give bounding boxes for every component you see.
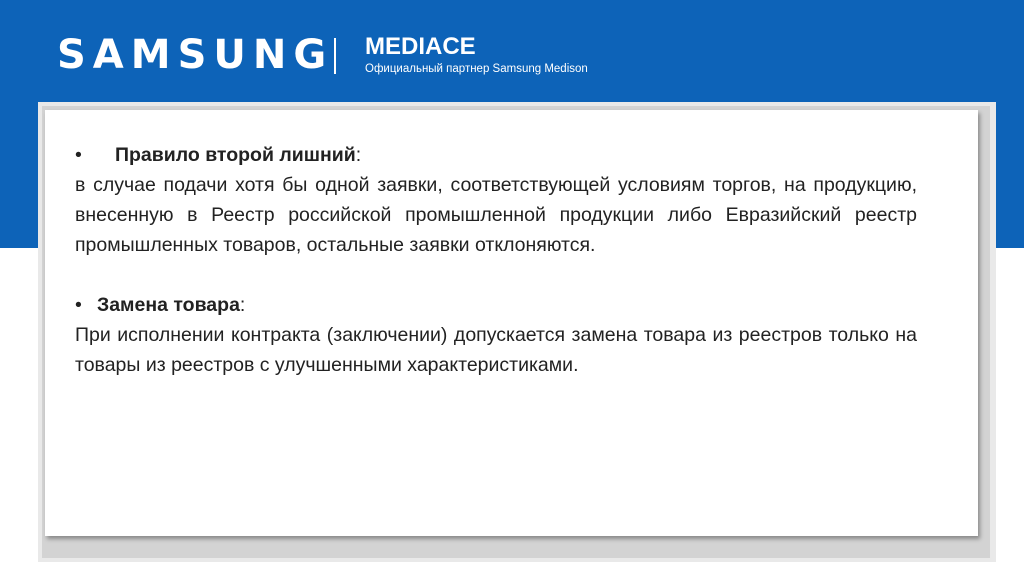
heading-colon: : xyxy=(239,294,246,316)
heading-label: Замена товара xyxy=(97,294,240,316)
heading-label: Правило второй лишний xyxy=(115,144,356,166)
header-divider xyxy=(334,38,336,74)
section-body-replacement: При исполнении контракта (заключении) допускается замена товара из реестров только на товары из реестров с улучшенными характеристиками. xyxy=(75,324,917,376)
section-spacer xyxy=(75,260,917,290)
brand-subtitle: Официальный партнер Samsung Medison xyxy=(365,63,588,75)
section-heading-replacement xyxy=(75,290,917,320)
section-body-rule: в случае подачи хотя бы одной заявки, соответствующей условиям торгов, на продукцию, внесенную в Реестр российской промышленной продукции либо Евразийский реестр промышленных товаров, остальные заявки отклоняются. xyxy=(75,174,917,256)
bullet-marker: • xyxy=(75,144,82,166)
section-heading-rule xyxy=(75,140,917,170)
content-body xyxy=(75,140,917,380)
samsung-logo: SAMSUNG xyxy=(57,32,334,78)
content-card xyxy=(45,110,978,536)
heading-colon: : xyxy=(355,144,362,166)
brand-name: MEDIACE xyxy=(365,33,476,60)
bullet-marker: • xyxy=(75,294,82,316)
